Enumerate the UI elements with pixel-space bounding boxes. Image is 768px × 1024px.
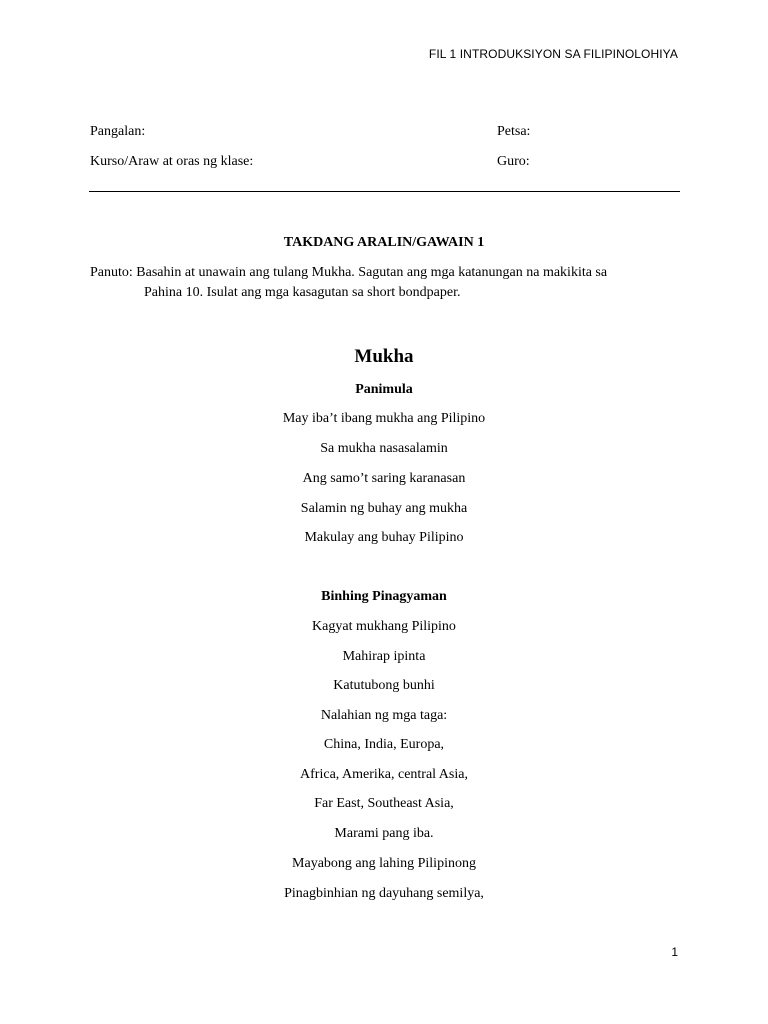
poem-line: Salamin ng buhay ang mukha	[300, 501, 468, 516]
instruction-line-2: Pahina 10. Isulat ang mga kasagutan sa short bondpaper.	[144, 285, 461, 300]
poem-line: Marami pang iba.	[334, 826, 434, 841]
poem-line: Ang samo’t saring karanasan	[302, 471, 466, 486]
poem-line: Makulay ang buhay Pilipino	[304, 530, 464, 545]
poem-line: Nalahian ng mga taga:	[320, 708, 448, 723]
divider-line	[89, 191, 680, 192]
poem-title: Mukha	[354, 346, 414, 367]
assignment-title: TAKDANG ARALIN/GAWAIN 1	[283, 235, 485, 250]
running-header: FIL 1 INTRODUKSIYON SA FILIPINOLOHIYA	[428, 47, 678, 61]
poem-line: Far East, Southeast Asia,	[314, 796, 454, 811]
date-label: Petsa:	[497, 124, 531, 139]
poem-line: Mayabong ang lahing Pilipinong	[292, 856, 476, 871]
instruction-line-1: Panuto: Basahin at unawain ang tulang Mukha. Sagutan ang mga katanungan na makikita sa	[90, 265, 608, 280]
poem-line: Mahirap ipinta	[342, 649, 426, 664]
poem-line: Kagyat mukhang Pilipino	[312, 619, 456, 634]
instructions	[90, 263, 690, 303]
page-number: 1	[671, 945, 678, 959]
poem-line: May iba’t ibang mukha ang Pilipino	[282, 411, 486, 426]
poem-line: Pinagbinhian ng dayuhang semilya,	[284, 886, 484, 901]
poem-line: China, India, Europa,	[323, 737, 445, 752]
course-schedule-label: Kurso/Araw at oras ng klase:	[90, 154, 254, 169]
poem-line: Sa mukha nasasalamin	[320, 441, 448, 456]
poem-line: Africa, Amerika, central Asia,	[300, 767, 468, 782]
section-heading-binhing-pinagyaman: Binhing Pinagyaman	[321, 589, 447, 604]
name-label: Pangalan:	[90, 124, 146, 139]
poem-line: Katutubong bunhi	[333, 678, 435, 693]
teacher-label: Guro:	[497, 154, 530, 169]
section-heading-panimula: Panimula	[355, 382, 413, 397]
